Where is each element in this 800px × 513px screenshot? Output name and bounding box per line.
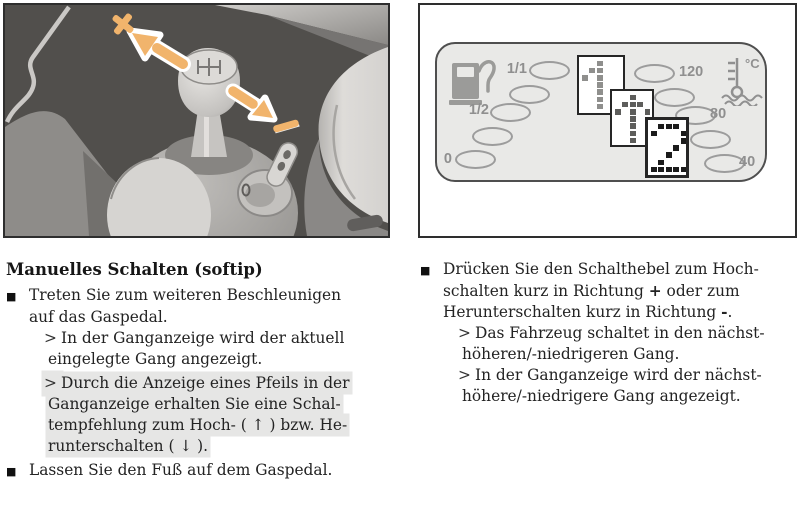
text-line — [44, 394, 392, 415]
text-content: In der Ganganzeige wird der aktuell — [61, 329, 345, 347]
text-line — [44, 415, 392, 436]
text-content: auf das Gaspedal. — [29, 308, 168, 326]
coolant-temp-icon — [721, 54, 767, 106]
text-line — [44, 328, 392, 349]
bullet-marker: ■ — [6, 465, 17, 478]
lcd-display — [435, 42, 767, 182]
text-line — [420, 281, 798, 302]
text-line — [6, 460, 392, 482]
text-content: Das Fahrzeug schaltet in den nächst- — [475, 324, 765, 342]
matrix-dot — [645, 109, 651, 115]
gear-lever-illustration — [5, 5, 388, 236]
matrix-dot — [651, 131, 657, 137]
instruction-bullet — [6, 285, 392, 328]
bullet-marker: ■ — [420, 264, 431, 277]
text-content: Ganganzeige erhalten Sie eine Schal- — [48, 395, 341, 413]
matrix-dot — [651, 167, 657, 173]
text-content: schalten kurz in Richtung + oder zum — [443, 282, 740, 300]
matrix-dot — [597, 68, 603, 74]
matrix-dot — [597, 97, 603, 103]
text-content: Durch die Anzeige eines Pfeils in der — [61, 374, 350, 392]
temp-gauge-segment — [634, 64, 675, 83]
matrix-dot — [658, 167, 664, 173]
fuel-label-half: 1/2 — [468, 102, 489, 118]
matrix-dot — [615, 109, 621, 115]
text-line — [420, 302, 798, 323]
matrix-dot — [630, 123, 636, 129]
fuel-label-empty: 0 — [443, 151, 452, 167]
fuel-gauge-segment — [529, 61, 570, 80]
text-line — [420, 259, 798, 281]
matrix-dot — [681, 167, 687, 173]
matrix-dot — [630, 109, 636, 115]
right-text-column — [420, 259, 798, 407]
matrix-dot — [673, 145, 679, 151]
text-content: höhere/-niedrigere Gang angezeigt. — [462, 387, 741, 405]
matrix-dot — [673, 124, 679, 130]
figure-gear-lever — [3, 3, 390, 238]
text-content: Treten Sie zum weiteren Beschleunigen — [29, 286, 342, 304]
sub-marker: > — [44, 329, 57, 347]
fuel-gauge-segment — [455, 150, 496, 169]
sub-marker: > — [458, 324, 471, 342]
fuel-label-full: 1/1 — [506, 61, 527, 77]
figure-instrument-cluster — [418, 3, 797, 238]
temp-label-120: 120 — [679, 64, 704, 80]
matrix-dot — [666, 152, 672, 158]
temp-gauge-segment — [654, 88, 695, 107]
instruction-result — [420, 365, 798, 407]
matrix-dot — [630, 131, 636, 137]
instruction-result — [420, 323, 798, 365]
sub-marker: > — [44, 373, 61, 394]
matrix-dot — [681, 138, 687, 144]
matrix-dot — [597, 89, 603, 95]
matrix-dot — [658, 160, 664, 166]
matrix-dot — [597, 61, 603, 67]
matrix-dot — [637, 102, 643, 108]
temp-unit-label: °C — [745, 56, 760, 71]
text-content: Drücken Sie den Schalthebel zum Hoch- — [443, 260, 759, 278]
text-content: tempfehlung zum Hoch- ( ↑ ) bzw. He- — [48, 416, 348, 434]
fuel-gauge-segment — [472, 127, 513, 146]
text-line — [44, 349, 392, 370]
fuel-pump-icon — [449, 55, 501, 109]
sub-marker: > — [458, 366, 471, 384]
section-heading: Manuelles Schalten (softip) — [6, 260, 263, 279]
temp-gauge-segment — [690, 130, 731, 149]
instruction-bullet — [420, 259, 798, 323]
matrix-dot — [630, 138, 636, 144]
bullet-marker: ■ — [6, 290, 17, 303]
instruction-result — [6, 373, 392, 457]
matrix-dot — [658, 124, 664, 130]
left-instruction-list — [6, 285, 392, 482]
fuel-gauge-segment — [490, 103, 531, 122]
matrix-dot — [666, 124, 672, 130]
text-content: eingelegte Gang angezeigt. — [48, 350, 263, 368]
text-line — [458, 344, 798, 365]
matrix-dot — [589, 68, 595, 74]
text-line — [458, 386, 798, 407]
matrix-dot — [622, 102, 628, 108]
matrix-dot — [582, 75, 588, 81]
text-content: Herunterschalten kurz in Richtung -. — [443, 303, 733, 321]
left-text-column — [6, 259, 392, 482]
matrix-dot — [630, 95, 636, 101]
matrix-dot — [597, 104, 603, 110]
matrix-dot — [673, 167, 679, 173]
right-instruction-list — [420, 259, 798, 407]
matrix-dot — [681, 131, 687, 137]
text-content: höheren/-niedrigeren Gang. — [462, 345, 680, 363]
matrix-dot — [597, 82, 603, 88]
temp-label-80: 80 — [710, 106, 727, 122]
fuel-gauge-segment — [509, 85, 550, 104]
matrix-dot — [630, 116, 636, 122]
text-line — [44, 373, 392, 394]
text-line — [6, 285, 392, 307]
instruction-result — [6, 328, 392, 370]
text-content: In der Ganganzeige wird der nächst- — [475, 366, 762, 384]
gear-display-2 — [645, 117, 689, 178]
temp-label-40: 40 — [739, 154, 756, 170]
instruction-bullet — [6, 460, 392, 482]
text-line — [44, 436, 392, 457]
text-line — [6, 307, 392, 328]
text-line — [458, 365, 798, 386]
text-content: Lassen Sie den Fuß auf dem Gaspedal. — [29, 461, 333, 479]
matrix-dot — [630, 102, 636, 108]
matrix-dot — [666, 167, 672, 173]
matrix-dot — [597, 75, 603, 81]
text-content: runterschalten ( ↓ ). — [48, 437, 209, 455]
text-line — [458, 323, 798, 344]
